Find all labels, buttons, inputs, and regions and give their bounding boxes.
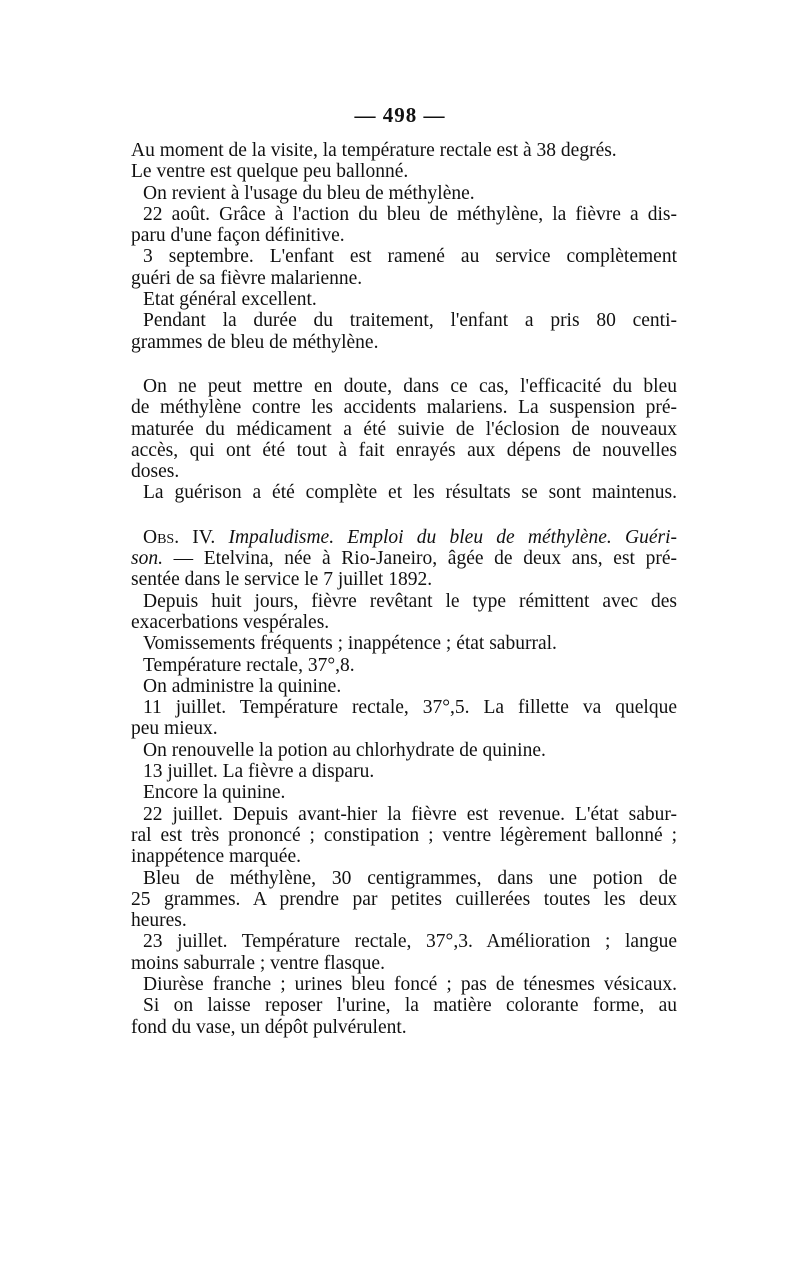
- text-line: 22 juillet. Depuis avant-hier la fièvre est revenue. L'état sabur-: [143, 803, 677, 825]
- observation-iv: [131, 527, 677, 1038]
- text-line: La guérison a été complète et les résultats se sont maintenus.: [143, 482, 677, 504]
- observation-label: Obs. IV.: [143, 526, 216, 548]
- text-line: Pendant la durée du traitement, l'enfant a pris 80 centi-: [143, 310, 677, 332]
- text-line: Si on laisse reposer l'urine, la matière colorante forme, au: [143, 995, 677, 1017]
- text-line: inappétence marquée.: [131, 846, 301, 868]
- text-line: [131, 548, 677, 569]
- text-line: ral est très prononcé ; constipation ; ventre légèrement ballonné ;: [131, 824, 677, 846]
- text-line: exacerbations vespérales.: [131, 611, 330, 633]
- text-line: 13 juillet. La fièvre a disparu.: [143, 761, 375, 783]
- page-number: — 498 —: [354, 103, 446, 127]
- text-line: fond du vase, un dépôt pulvérulent.: [131, 1016, 407, 1038]
- text-line: Le ventre est quelque peu ballonné.: [131, 161, 409, 183]
- observation-heading: [131, 527, 677, 548]
- text-line: guéri de sa fièvre malarienne.: [131, 267, 363, 289]
- paragraph-gap: [131, 353, 677, 376]
- text-line: Bleu de méthylène, 30 centigrammes, dans une potion de: [143, 867, 677, 889]
- observation-intro: — Etelvina, née à Rio-Janeiro, âgée de deux ans, est pré-: [162, 548, 677, 570]
- observation-title-end: son.: [131, 548, 163, 570]
- text-line: paru d'une façon définitive.: [131, 225, 345, 247]
- text-line: peu mieux.: [131, 718, 218, 740]
- text-line: heures.: [131, 910, 187, 932]
- text-line: On administre la quinine.: [143, 675, 342, 697]
- text-line: On revient à l'usage du bleu de méthylène.: [143, 182, 475, 204]
- text-line: Depuis huit jours, fièvre revêtant le type rémittent avec des: [143, 590, 677, 612]
- text-line: grammes de bleu de méthylène.: [131, 331, 379, 353]
- text-line: On renouvelle la potion au chlorhydrate de quinine.: [143, 739, 546, 761]
- text-line: Température rectale, 37°,8.: [143, 654, 355, 676]
- text-line: Etat général excellent.: [143, 289, 317, 311]
- text-line: 3 septembre. L'enfant est ramené au service complètement: [143, 246, 677, 268]
- paragraph-commentary: [131, 376, 677, 504]
- text-line: 23 juillet. Température rectale, 37°,3. Amélioration ; langue: [143, 931, 677, 953]
- text-line: Encore la quinine.: [143, 782, 286, 804]
- text-line: moins saburrale ; ventre flasque.: [131, 952, 385, 974]
- text-line: sentée dans le service le 7 juillet 1892.: [131, 569, 433, 591]
- text-line: Diurèse franche ; urines bleu foncé ; pas de ténesmes vésicaux.: [143, 973, 677, 995]
- paragraph-case-continuation: [131, 140, 677, 353]
- text-line: accès, qui ont été tout à fait enrayés aux dépens de nouvelles: [131, 439, 677, 461]
- paragraph-gap: [131, 504, 677, 527]
- text-line: maturée du médicament a été suivie de l'éclosion de nouveaux: [131, 418, 677, 440]
- text-line: Au moment de la visite, la température rectale est à 38 degrés.: [131, 140, 617, 161]
- text-line: On ne peut mettre en doute, dans ce cas, l'efficacité du bleu: [143, 375, 677, 397]
- text-line: 25 grammes. A prendre par petites cuillerées toutes les deux: [131, 888, 677, 910]
- text-line: doses.: [131, 461, 180, 483]
- body-text: [131, 140, 677, 1038]
- observation-title: Impaludisme. Emploi du bleu de méthylène. Guéri-: [228, 526, 678, 548]
- text-line: 22 août. Grâce à l'action du bleu de méthylène, la fièvre a dis-: [143, 203, 677, 225]
- text-line: de méthylène contre les accidents malariens. La suspension pré-: [131, 397, 677, 419]
- text-line: Vomissements fréquents ; inappétence ; état saburral.: [143, 633, 557, 655]
- text-line: 11 juillet. Température rectale, 37°,5. La fillette va quelque: [143, 697, 677, 719]
